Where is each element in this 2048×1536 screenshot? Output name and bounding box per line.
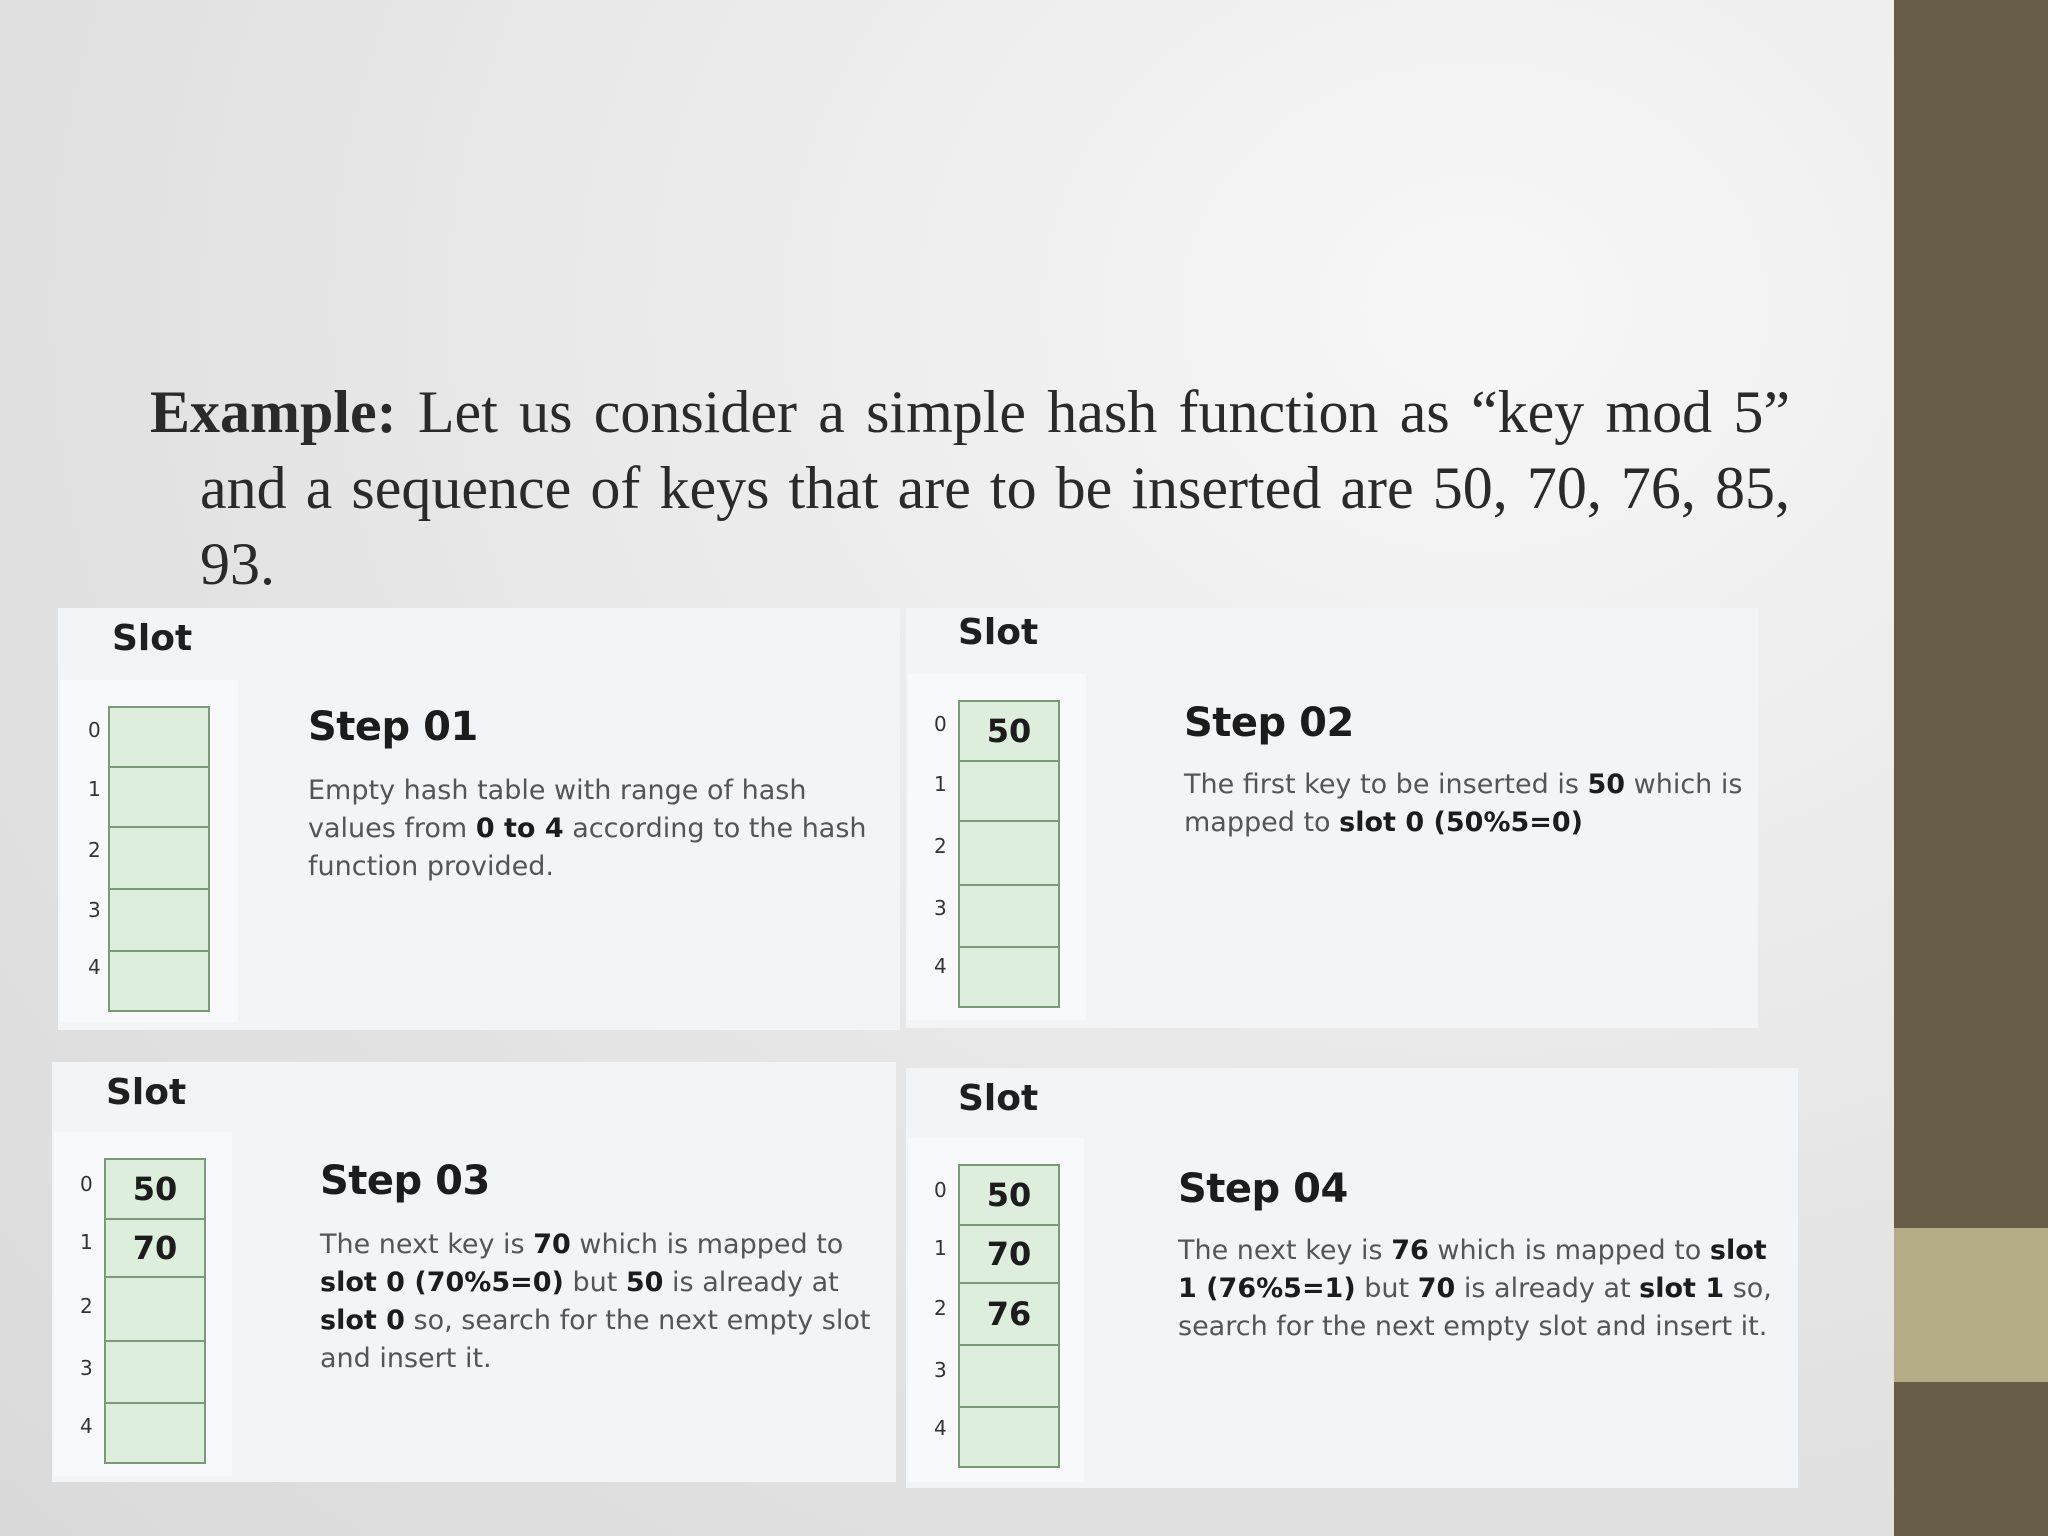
slot-cell-1: 70 [958, 1224, 1060, 1284]
slot-index: 3 [934, 1358, 947, 1382]
slot-index: 0 [88, 718, 101, 742]
slot-cell-2 [108, 826, 210, 890]
slot-heading: Slot [958, 612, 1039, 653]
slot-cell-0 [108, 706, 210, 768]
slot-index: 4 [88, 955, 101, 979]
slot-cell-1 [108, 766, 210, 828]
step-title: Step 01 [308, 704, 478, 750]
step-title: Step 03 [320, 1158, 490, 1204]
step-description: The first key to be inserted is 50 which is mapped to slot 0 (50%5=0) [1184, 769, 1743, 838]
slot-cell-3 [104, 1340, 206, 1404]
right-bar-accent [1894, 1228, 2048, 1382]
slot-cell-4 [104, 1402, 206, 1464]
hash-table [908, 1138, 1084, 1482]
slot-cell-2 [958, 820, 1060, 886]
hash-table [908, 674, 1086, 1020]
step-04-panel [906, 1068, 1798, 1488]
slot-cell-4 [958, 1406, 1060, 1468]
step-description: Empty hash table with range of hash values from 0 to 4 according to the hash function provided. [308, 775, 867, 882]
step-01-panel [58, 608, 900, 1030]
slot-cell-3 [958, 884, 1060, 948]
slot-cell-2 [104, 1276, 206, 1342]
example-paragraph [150, 374, 1790, 602]
step-02-panel [906, 608, 1758, 1028]
slot-index: 1 [934, 772, 947, 796]
slot-index: 0 [80, 1172, 93, 1196]
step-description: The next key is 76 which is mapped to slot 1 (76%5=1) but 70 is already at slot 1 so, search for the next empty slot and insert it. [1178, 1235, 1772, 1342]
hash-table [54, 1132, 232, 1476]
slot-heading: Slot [958, 1078, 1039, 1119]
slot-cell-0: 50 [958, 700, 1060, 762]
slot-index: 2 [934, 1296, 947, 1320]
slot-cell-3 [958, 1344, 1060, 1408]
slot-cell-0: 50 [958, 1164, 1060, 1226]
slot-index: 1 [80, 1230, 93, 1254]
slot-index: 4 [934, 954, 947, 978]
slot-index: 2 [934, 834, 947, 858]
slot-index: 1 [88, 777, 101, 801]
slot-cell-4 [108, 950, 210, 1012]
example-label: Example: [150, 379, 397, 445]
slot-heading: Slot [112, 618, 193, 659]
slot-cell-4 [958, 946, 1060, 1008]
example-body: Let us consider a simple hash function as “key mod 5” and a sequence of keys that are to be inserted are 50, 70, 76, 85, 93. [200, 379, 1790, 597]
step-title: Step 02 [1184, 700, 1354, 746]
step-description: The next key is 70 which is mapped to slot 0 (70%5=0) but 50 is already at slot 0 so, search for the next empty slot and insert it. [320, 1229, 871, 1374]
step-03-panel [52, 1062, 896, 1482]
slot-index: 0 [934, 1178, 947, 1202]
slot-cell-3 [108, 888, 210, 952]
slot-index: 4 [80, 1414, 93, 1438]
right-decorative-bar [1894, 0, 2048, 1536]
slot-cell-2: 76 [958, 1282, 1060, 1346]
slot-index: 2 [88, 838, 101, 862]
step-title: Step 04 [1178, 1166, 1348, 1212]
slot-index: 2 [80, 1294, 93, 1318]
slot-index: 3 [80, 1356, 93, 1380]
slot-cell-1 [958, 760, 1060, 822]
slot-index: 3 [934, 896, 947, 920]
hash-table [60, 680, 238, 1022]
slot-index: 4 [934, 1416, 947, 1440]
slot-heading: Slot [106, 1072, 187, 1113]
slot-cell-0: 50 [104, 1158, 206, 1220]
slot-index: 0 [934, 712, 947, 736]
slot-index: 1 [934, 1236, 947, 1260]
slot-index: 3 [88, 898, 101, 922]
slot-cell-1: 70 [104, 1218, 206, 1278]
